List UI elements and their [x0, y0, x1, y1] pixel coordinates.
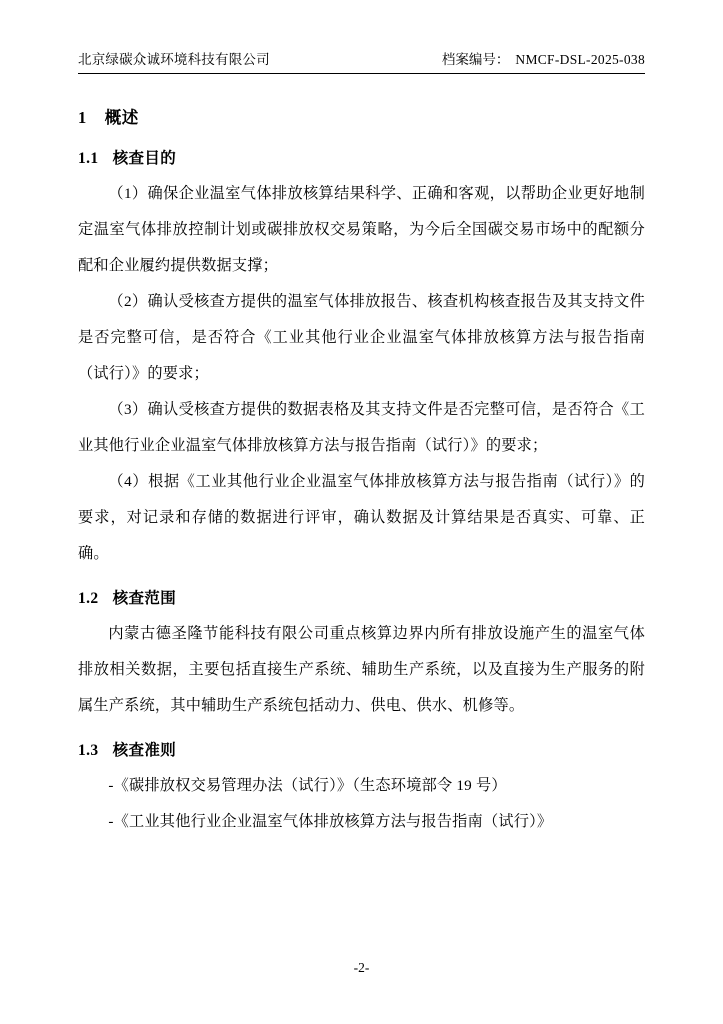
section-title-1: 概述 — [104, 108, 139, 127]
subsection-title-1-3: 核查准则 — [112, 742, 177, 759]
page-footer — [0, 960, 723, 976]
archive-number-label: 档案编号： — [441, 52, 510, 67]
paragraph: （4）根据《工业其他行业企业温室气体排放核算方法与报告指南（试行）》的要求，对记录和存储的数据进行评审，确认数据及计算结果是否真实、可靠、正确。 — [78, 473, 645, 562]
paragraph: （3）确认受核查方提供的数据表格及其支持文件是否完整可信，是否符合《工业其他行业企业温室气体排放核算方法与报告指南（试行）》的要求； — [78, 401, 645, 454]
subsection-1-1 — [78, 146, 645, 572]
list-item: -《工业其他行业企业温室气体排放核算方法与报告指南（试行）》 — [108, 813, 553, 830]
subsection-number-1-1: 1.1 — [78, 150, 99, 167]
header-company-name: 北京绿碳众诚环境科技有限公司 — [78, 52, 270, 67]
subsection-heading-1-1 — [78, 146, 645, 168]
list-item: -《碳排放权交易管理办法（试行）》（生态环境部令 19 号） — [108, 777, 507, 794]
paragraph: 内蒙古德圣隆节能科技有限公司重点核算边界内所有排放设施产生的温室气体排放相关数据，主要包括直接生产系统、辅助生产系统，以及直接为生产服务的附属生产系统，其中辅助生产系统包括动力、供电、供水、机修等。 — [78, 625, 645, 714]
subsection-1-2 — [78, 586, 645, 724]
section-heading-1 — [78, 104, 645, 128]
paragraph: （1）确保企业温室气体排放核算结果科学、正确和客观，以帮助企业更好地制定温室气体排放控制计划或碳排放权交易策略，为今后全国碳交易市场中的配额分配和企业履约提供数据支撑； — [78, 185, 645, 274]
subsection-number-1-2: 1.2 — [78, 590, 99, 607]
subsection-number-1-3: 1.3 — [78, 742, 99, 759]
page-number: -2- — [353, 960, 370, 975]
subsection-title-1-1: 核查目的 — [112, 150, 177, 167]
subsection-title-1-2: 核查范围 — [112, 590, 177, 607]
archive-number-value: NMCF-DSL-2025-038 — [515, 52, 645, 67]
subsection-1-3 — [78, 738, 645, 840]
page-header — [78, 48, 645, 74]
subsection-heading-1-3 — [78, 738, 645, 760]
paragraph: （2）确认受核查方提供的温室气体排放报告、核查机构核查报告及其支持文件是否完整可信，是否符合《工业其他行业企业温室气体排放核算方法与报告指南（试行）》的要求； — [78, 293, 645, 382]
subsection-heading-1-2 — [78, 586, 645, 608]
header-archive-number — [442, 48, 645, 68]
section-number-1: 1 — [78, 108, 87, 127]
